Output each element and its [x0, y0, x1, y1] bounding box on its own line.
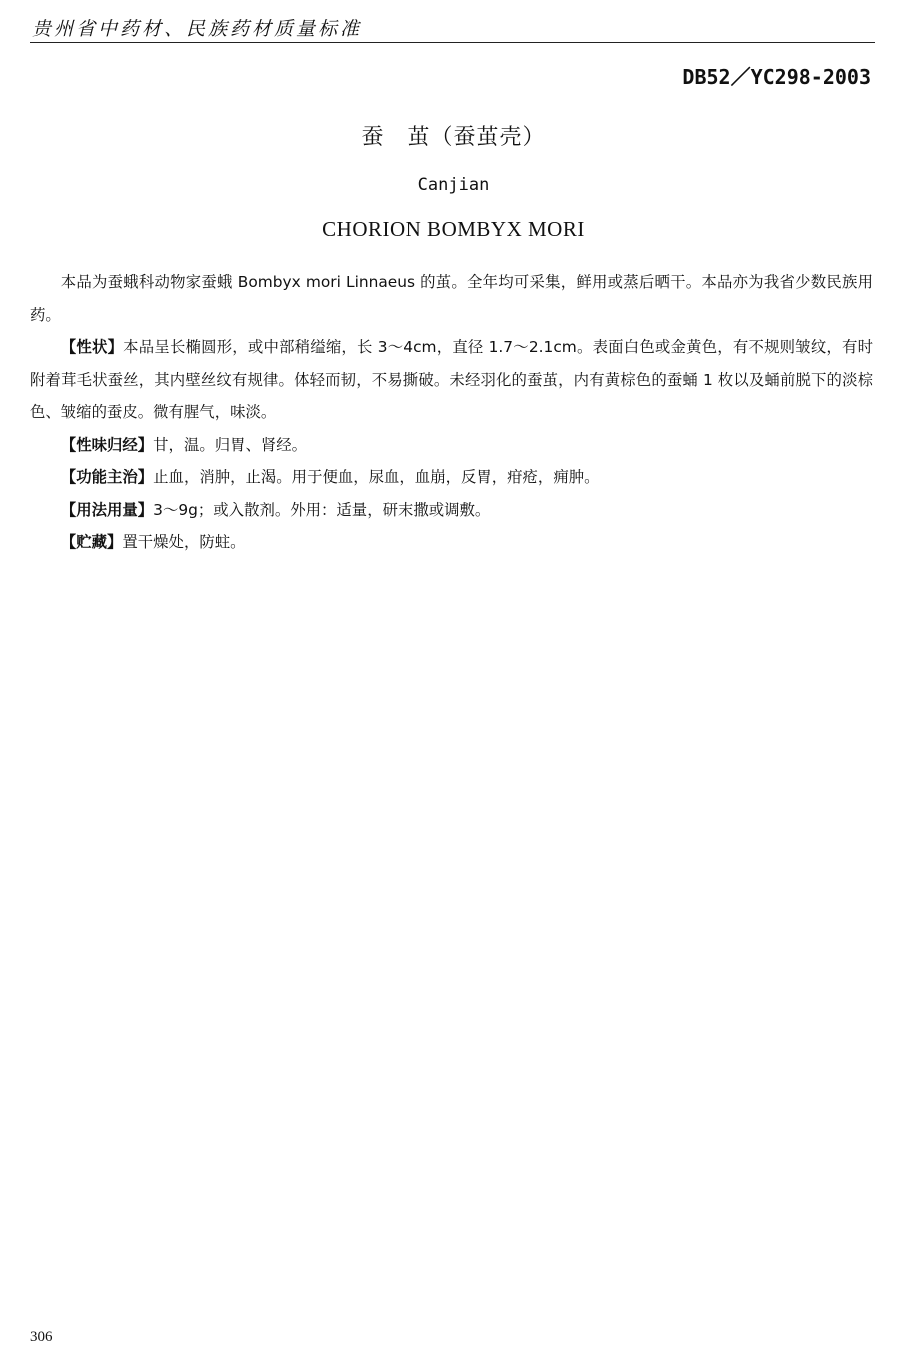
section-label: 【性味归经】	[60, 435, 154, 454]
section-text: 本品呈长椭圆形，或中部稍缢缩，长 3～4cm，直径 1.7～2.1cm。表面白色或金黄色，有不规则皱纹，有时附着茸毛状蚕丝，其内壁丝纹有规律。体轻而韧，不易撕破。未经羽化的蚕茧，内有黄棕色的蚕蛹 1 枚以及蛹前脱下的淡棕色、皱缩的蚕皮。微有腥气，味淡。	[30, 338, 873, 421]
page-number: 306	[30, 1329, 53, 1345]
section-text: 3～9g；或入散剂。外用：适量，研末撒或调敷。	[153, 500, 491, 519]
section-storage	[30, 526, 873, 559]
standard-code: DB52／YC298-2003	[682, 65, 871, 89]
section-label: 【功能主治】	[60, 468, 154, 486]
section-functions	[30, 461, 873, 494]
title-pinyin: Canjian	[417, 175, 490, 195]
section-text: 止血，消肿，止渴。用于便血，尿血，血崩，反胃，疳疮，痈肿。	[153, 468, 600, 486]
title-chinese: 蚕 茧（蚕茧壳）	[361, 125, 546, 150]
body-text	[30, 266, 873, 559]
header-rule	[30, 42, 875, 43]
title-latin: CHORION BOMBYX MORI	[322, 217, 585, 241]
section-text: 置干燥处，防蛀。	[122, 533, 246, 551]
section-label: 【用法用量】	[60, 500, 154, 519]
section-dosage	[30, 494, 873, 527]
section-label: 【贮藏】	[60, 533, 123, 551]
section-nature-meridian	[30, 429, 873, 462]
section-characteristics	[30, 331, 873, 429]
section-text: 甘，温。归胃、肾经。	[153, 435, 308, 454]
intro-paragraph: 本品为蚕蛾科动物家蚕蛾 Bombyx mori Linnaeus 的茧。全年均可采集，鲜用或蒸后晒干。本品亦为我省少数民族用药。	[30, 273, 873, 324]
running-header-title: 贵州省中药材、民族药材质量标准	[32, 18, 363, 40]
section-label: 【性状】	[60, 338, 124, 356]
